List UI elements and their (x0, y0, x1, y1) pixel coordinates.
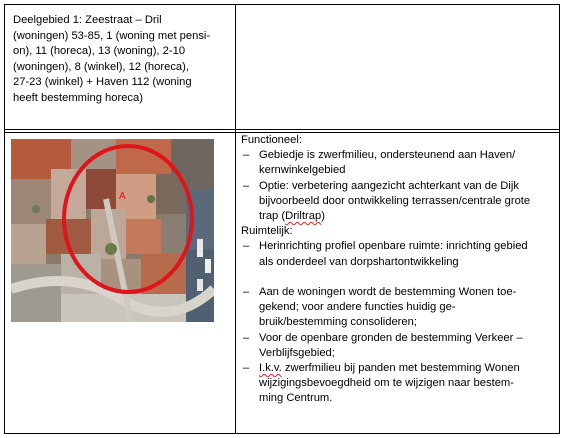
bullet-item: – Optie: verbetering aangezicht achterkant van de Dijk bijvoorbeeld door ontwikkeling terrassen/centrale grote trap (Driltrap) (243, 179, 531, 223)
details-cell (241, 133, 555, 407)
heading-line: (woningen), 8 (winkel), 12 (horeca), (13, 60, 189, 73)
bullet-item: – Aan de woningen wordt de bestemming Wonen toe- gekend; voor andere functies huidig ge- bruik/bestemming consolideren; (243, 286, 517, 329)
bullet-item: – Gebiedje is zwerfmilieu, ondersteunend aan Haven/ kernwinkelgebied (243, 149, 516, 177)
section-label-ruimtelijk: Ruimtelijk: (241, 225, 293, 238)
svg-text:A: A (119, 191, 126, 202)
area-heading-cell (13, 13, 227, 107)
heading-line: Deelgebied 1: Zeestraat – Dril (13, 14, 162, 26)
column-divider (235, 5, 236, 433)
section-label-functioneel: Functioneel: (241, 134, 302, 146)
document-table (4, 4, 560, 434)
row-divider-top (5, 129, 559, 130)
aerial-photo-graphic (11, 139, 214, 322)
heading-line: (woningen) 53-85, 1 (woning met pensi- (13, 29, 211, 42)
heading-line: heeft bestemming horeca) (13, 91, 143, 104)
bullet-item: – Herinrichting profiel openbare ruimte: inrichting gebied als onderdeel van dorpshartontwikkeling (243, 240, 528, 268)
aerial-photo (11, 139, 214, 322)
heading-line: 27-23 (winkel) + Haven 112 (woning (13, 76, 192, 89)
bullet-item: – Voor de openbare gronden de bestemming Verkeer – Verblijfsgebied; (243, 331, 523, 359)
bullet-item: – I.k.v. zwerfmilieu bij panden met bestemming Wonen wijzigingsbevoegdheid om te wijzigen naar bestem- ming Centrum. (243, 362, 520, 405)
heading-line: on), 11 (horeca), 13 (woning), 2-10 (13, 45, 186, 58)
